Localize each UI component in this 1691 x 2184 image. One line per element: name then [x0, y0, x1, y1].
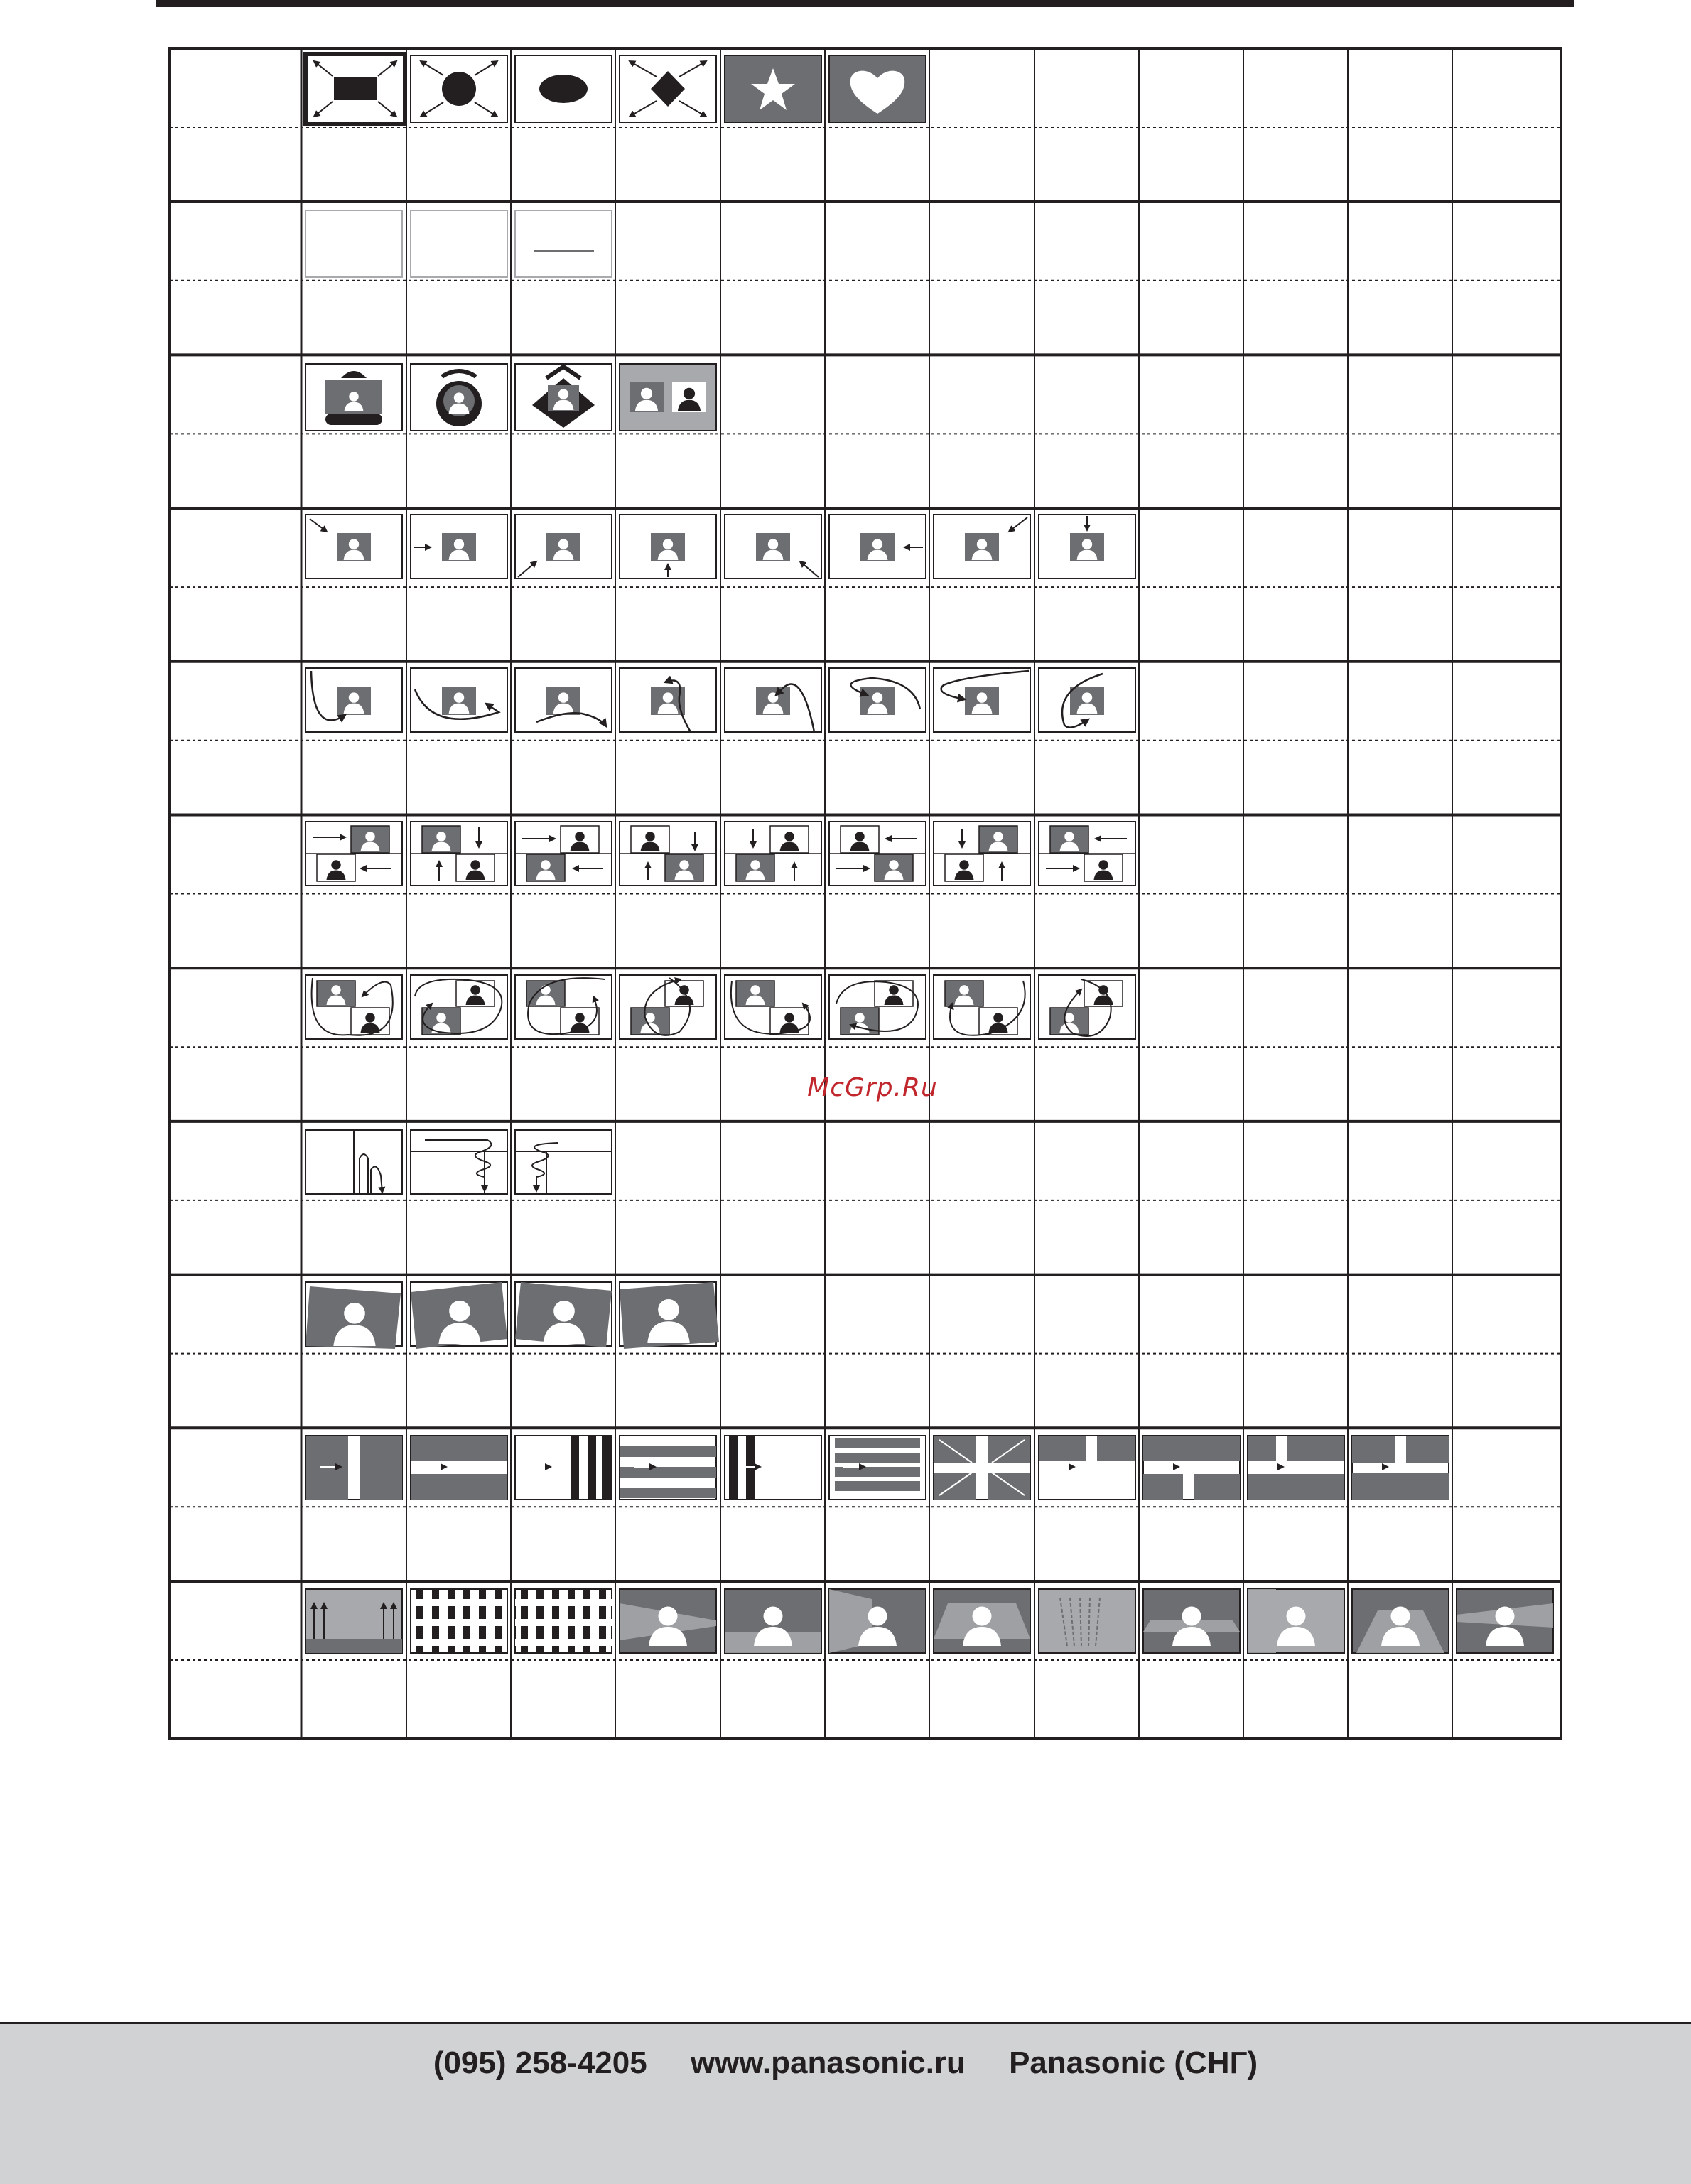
3d-11-icon — [1352, 1589, 1449, 1653]
curve-in-5-icon — [725, 668, 821, 732]
3d-6-icon — [829, 1589, 926, 1653]
bars-10-icon — [1248, 1436, 1344, 1500]
shutter-circle-icon — [411, 364, 507, 431]
curve-in-3-icon — [515, 668, 612, 732]
bars-1-icon — [306, 1436, 402, 1500]
circle-expand-icon — [411, 55, 507, 122]
row-blank — [306, 210, 612, 277]
tilt-1-icon — [306, 1282, 402, 1349]
diamond-expand-icon — [620, 55, 716, 122]
slide-in-top-icon — [1039, 515, 1135, 579]
loop-swap-2-icon — [411, 975, 507, 1039]
bars-11-icon — [1352, 1436, 1449, 1500]
footer-phone: (095) 258-4205 — [433, 2045, 647, 2080]
bars-3-icon — [515, 1436, 612, 1500]
footer-brand: Panasonic (СНГ) — [1009, 2045, 1258, 2080]
3d-5-icon — [725, 1589, 821, 1653]
slide-in-top-left-icon — [306, 515, 402, 579]
curve-in-8-icon — [1039, 668, 1135, 732]
oval-icon — [515, 55, 612, 122]
blank-panel-icon — [306, 210, 402, 277]
slide-in-left-icon — [411, 515, 507, 579]
shutter-bar-icon — [306, 364, 402, 431]
loop-swap-8-icon — [1039, 975, 1135, 1039]
watermark: McGrp.Ru — [807, 1073, 938, 1102]
bars-5-icon — [725, 1436, 821, 1500]
shutter-diamond-icon — [515, 364, 612, 431]
bounce-icon — [306, 1130, 402, 1194]
loop-swap-7-icon — [934, 975, 1030, 1039]
swap-4-icon — [620, 822, 716, 886]
curve-in-7-icon — [934, 668, 1030, 732]
slide-in-right-icon — [829, 515, 926, 579]
loop-swap-6-icon — [829, 975, 926, 1039]
bars-9-icon — [1143, 1436, 1240, 1500]
line-panel-icon — [515, 210, 612, 277]
swap-5-icon — [725, 822, 821, 886]
tilt-4-icon — [620, 1282, 719, 1349]
bars-4-icon — [620, 1436, 716, 1500]
tilt-2-icon — [411, 1282, 507, 1349]
3d-2-icon — [411, 1589, 507, 1653]
loop-swap-5-icon — [725, 975, 821, 1039]
split-pip-icon — [620, 364, 716, 431]
blank-panel-icon — [411, 210, 507, 277]
3d-7-icon — [934, 1589, 1030, 1653]
bars-8-icon — [1039, 1436, 1135, 1500]
swap-8-icon — [1039, 822, 1135, 886]
3d-10-icon — [1248, 1589, 1344, 1653]
bars-7-icon — [934, 1436, 1030, 1500]
slide-in-top-right-icon — [934, 515, 1030, 579]
3d-1-icon — [306, 1589, 402, 1653]
3d-3-icon — [515, 1589, 612, 1653]
footer-website[interactable]: www.panasonic.ru — [690, 2045, 966, 2080]
loop-swap-1-icon — [306, 975, 402, 1039]
slide-in-bottom-left-icon — [515, 515, 612, 579]
tilt-3-icon — [515, 1282, 612, 1347]
swap-2-icon — [411, 822, 507, 886]
loop-swap-4-icon — [620, 975, 716, 1039]
bars-6-icon — [829, 1436, 926, 1500]
swap-7-icon — [934, 822, 1030, 886]
curve-in-2-icon — [411, 668, 507, 732]
3d-8-icon — [1039, 1589, 1135, 1653]
curve-in-4-icon — [620, 668, 716, 732]
row-bounce — [306, 1130, 612, 1194]
swap-1-icon — [306, 822, 402, 886]
slide-in-bottom-right-icon — [725, 515, 821, 579]
box-expand-icon — [306, 54, 405, 124]
slide-in-bottom-icon — [620, 515, 716, 579]
bars-2-icon — [411, 1436, 507, 1500]
swap-3-icon — [515, 822, 612, 886]
row-tilt — [306, 1282, 719, 1349]
swap-6-icon — [829, 822, 926, 886]
3d-9-icon — [1143, 1589, 1240, 1653]
spiral-left-icon — [515, 1130, 612, 1194]
heart-icon — [829, 55, 926, 122]
spiral-right-icon — [411, 1130, 507, 1194]
curve-in-6-icon — [829, 668, 926, 732]
loop-swap-3-icon — [515, 975, 612, 1039]
row-bars — [306, 1436, 1449, 1500]
star-icon — [725, 55, 821, 122]
3d-12-icon — [1457, 1589, 1553, 1653]
3d-4-icon — [620, 1589, 716, 1653]
curve-in-1-icon — [306, 668, 402, 732]
footer-contact — [0, 2045, 1691, 2081]
